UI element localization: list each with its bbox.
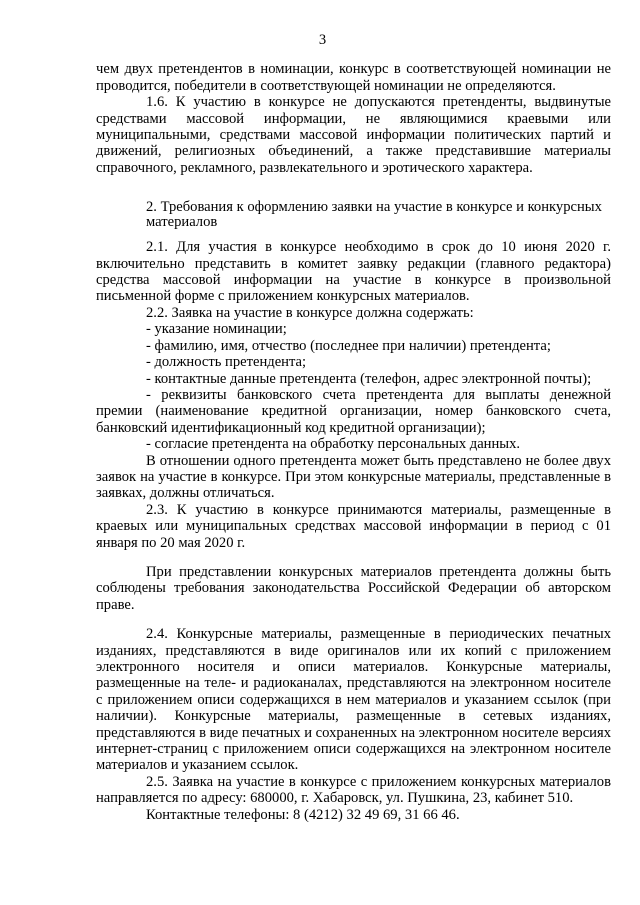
list-item: - согласие претендента на обработку персональных данных. (146, 436, 521, 453)
paragraph-2-5: 2.5. Заявка на участие в конкурсе с приложением конкурсных материалов направляется по адресу: 680000, г. Хабаровск, ул. Пушкина, 23, кабинет 510. (96, 773, 611, 807)
paragraph-2-2: 2.2. Заявка на участие в конкурсе должна содержать: (146, 304, 474, 321)
list-item: - контактные данные претендента (телефон, адрес электронной почты); (146, 370, 592, 387)
paragraph-applications-limit: В отношении одного претендента может быть представлено не более двух заявок на участие в конкурсе. При этом конкурсные материалы, представленные в заявках, должны отличаться. (96, 452, 611, 502)
requirements-list (96, 321, 611, 452)
paragraph-2-4: 2.4. Конкурсные материалы, размещенные в периодических печатных изданиях, представляются в виде оригиналов или их копий с приложением электронного носителя и описи материалов. Конкурсные материалы, размещенные на теле- и радиоканалах, представляются на электронном носителе с приложением описи содержащихся в нем материалов и указанием ссылок (при наличии). Конкурсные материалы, размещенные в сетевых изданиях, представляются в виде печатных и сохраненных на электронном носителе версиях интернет-страниц с приложением описи содержащихся на электронном носителе материалов и указанием ссылок. (96, 626, 611, 774)
page-number: 3 (318, 32, 327, 48)
paragraph-2-3: 2.3. К участию в конкурсе принимаются материалы, размещенные в краевых или муниципальных средствах массовой информации в период с 01 января по 20 мая 2020 г. (96, 501, 611, 551)
paragraph-2-1: 2.1. Для участия в конкурсе необходимо в срок до 10 июня 2020 г. включительно представить в комитет заявку редакции (главного редактора) средства массовой информации на участие в конкурсе в произвольной письменной форме с приложением конкурсных материалов. (96, 239, 611, 305)
list-item: - реквизиты банковского счета претендента для выплаты денежной премии (наименование кредитной организации, номер банковского счета, банковский идентификационный код кредитной организации); (96, 386, 611, 436)
paragraph-1-6: 1.6. К участию в конкурсе не допускаются претенденты, выдвинутые средствами массовой информации, не являющимися краевыми или муниципальными, средствами массовой информации политических партий и движений, религиозных объединений, а также представившие материалы справочного, рекламного, развлекательного и эротического характера. (96, 94, 611, 176)
list-item: - фамилию, имя, отчество (последнее при наличии) претендента; (146, 337, 551, 354)
paragraph-copyright: При представлении конкурсных материалов претендента должны быть соблюдены требования законодательства Российской Федерации об авторском праве. (96, 563, 611, 613)
list-item: - должность претендента; (146, 354, 307, 371)
section-heading: 2. Требования к оформлению заявки на участие в конкурсе и конкурсных материалов (146, 199, 602, 230)
paragraph-continuation: чем двух претендентов в номинации, конкурс в соответствующей номинации не проводится, победители в соответствующей номинации не определяются. (96, 61, 611, 94)
list-item: - указание номинации; (146, 321, 287, 338)
contact-phones: Контактные телефоны: 8 (4212) 32 49 69, 31 66 46. (146, 806, 460, 823)
